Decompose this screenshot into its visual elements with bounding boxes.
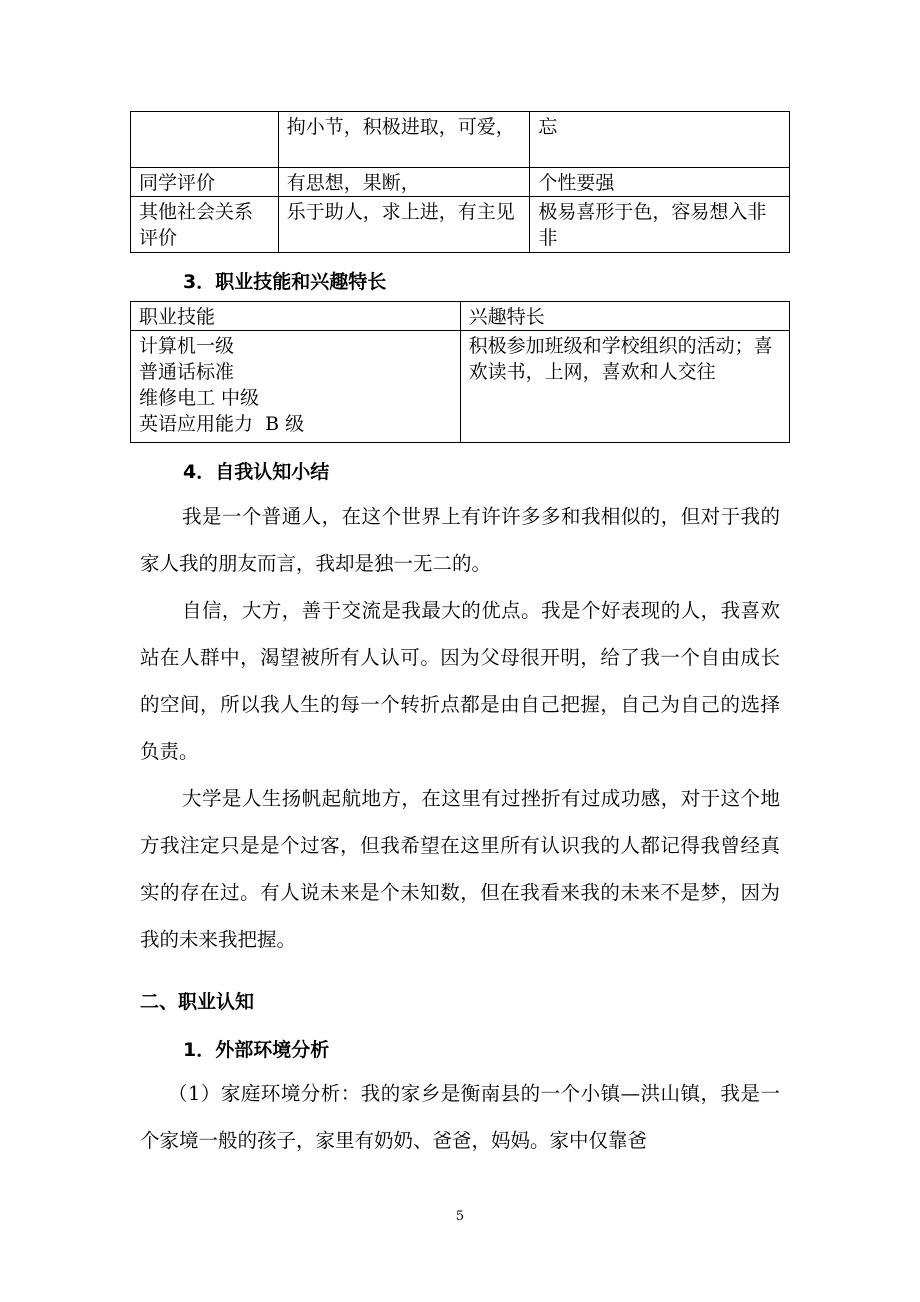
table-header-row [131,302,790,331]
skills-header: 职业技能 [131,302,461,331]
row-label-cell [131,112,279,168]
evaluation-table [130,111,790,253]
weakness-cell: 忘 [530,112,790,168]
paragraph: 我是一个普通人，在这个世界上有许许多多和我相似的，但对于我的家人我的朋友而言，我却是独一无二的。 [140,505,780,575]
interests-cell: 积极参加班级和学校组织的活动；喜欢读书，上网，喜欢和人交往 [460,331,789,443]
merit-cell: 拘小节，积极进取，可爱， [278,112,530,168]
weakness-cell: 极易喜形于色，容易想入非非 [530,197,790,253]
skill-item: 计算机一级 [139,335,235,357]
merit-cell: 乐于助人，求上进，有主见 [278,197,530,253]
table-row [131,331,790,443]
merit-cell: 有思想，果断， [278,168,530,197]
skill-item: 维修电工 中级 [139,387,260,409]
paragraph: 自信，大方，善于交流是我最大的优点。我是个好表现的人，我喜欢站在人群中，渴望被所有人认可。因为父母很开明，给了我一个自由成长的空间，所以我人生的每一个转折点都是由自己把握，自己为自己的选择负责。 [140,599,780,763]
section1-heading: 1．外部环境分析 [183,1039,330,1061]
table-row [131,168,790,197]
section3-heading: 3．职业技能和兴趣特长 [183,271,387,293]
skills-cell [131,331,461,443]
row-label-cell: 其他社会关系评价 [131,197,279,253]
weakness-cell: 个性要强 [530,168,790,197]
interests-header: 兴趣特长 [460,302,789,331]
skill-item: 普通话标准 [139,361,235,383]
row-label-cell: 同学评价 [131,168,279,197]
table-row [131,197,790,253]
page-number: 5 [455,1209,465,1224]
section4-heading: 4．自我认知小结 [183,461,330,483]
paragraph: （1）家庭环境分析：我的家乡是衡南县的一个小镇—洪山镇，我是一个家境一般的孩子，家里有奶奶、爸爸，妈妈。家中仅靠爸 [140,1082,780,1152]
skill-item: 英语应用能力 B 级 [139,413,305,435]
chapter-heading: 二、职业认知 [140,991,255,1013]
skills-table [130,301,790,443]
table-row [131,112,790,168]
paragraph: 大学是人生扬帆起航地方，在这里有过挫折有过成功感，对于这个地方我注定只是是个过客，但我希望在这里所有认识我的人都记得我曾经真实的存在过。有人说未来是个未知数，但在我看来我的未来不是梦，因为我的未来我把握。 [140,787,780,951]
